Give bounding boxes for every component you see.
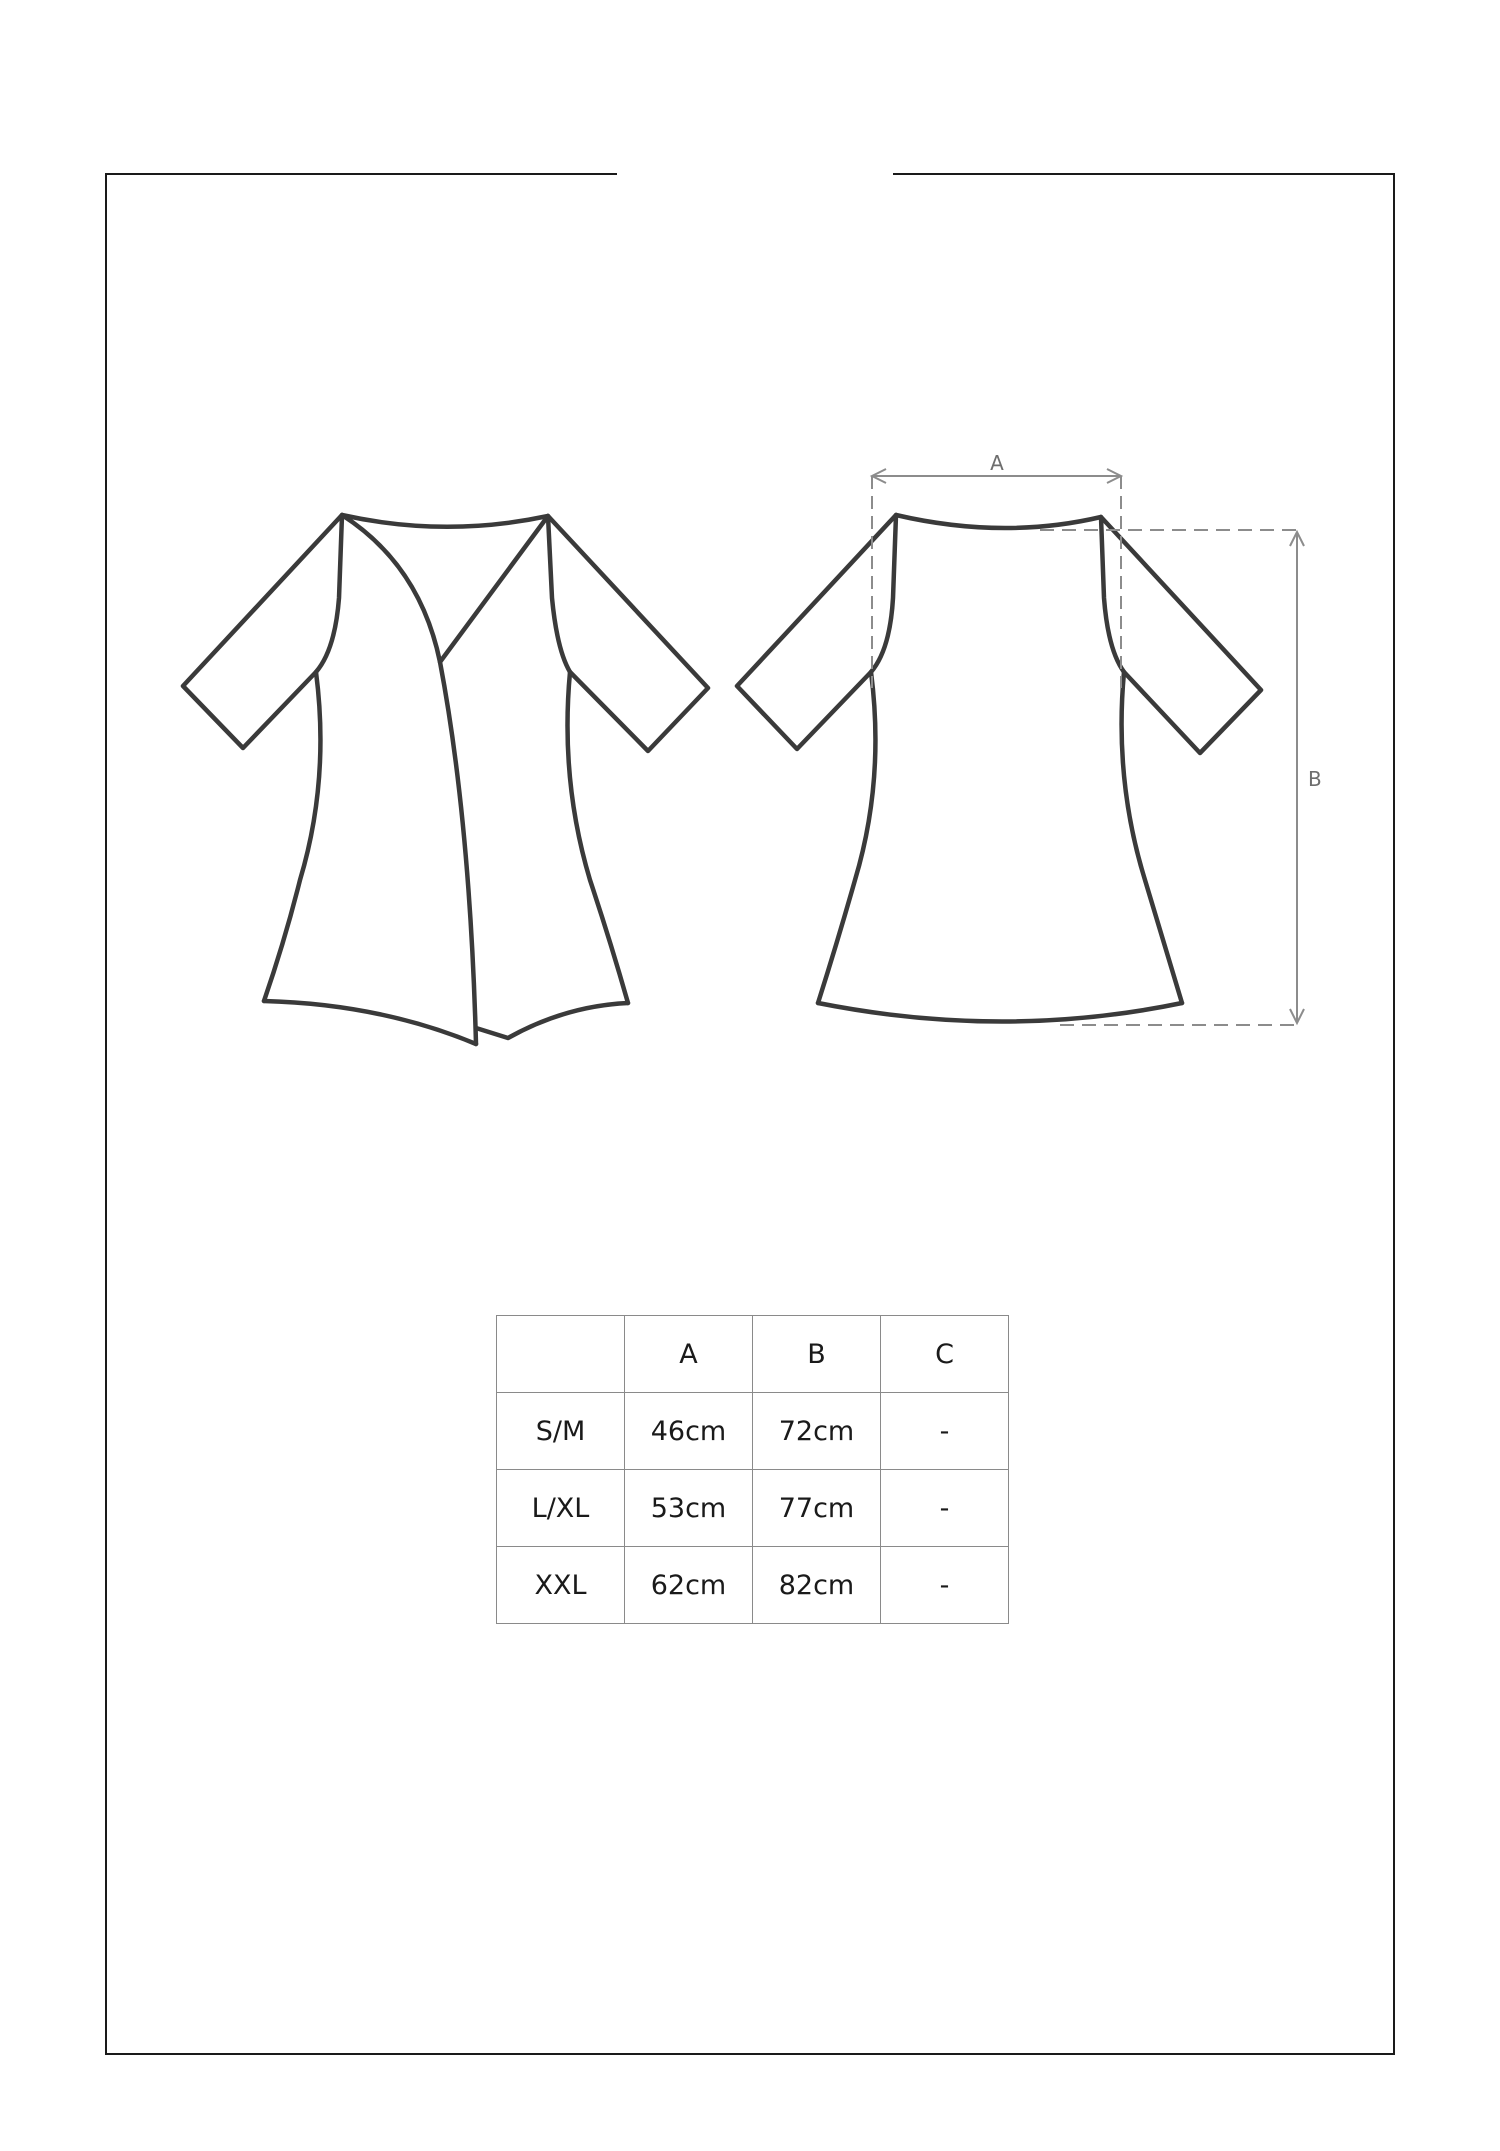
back-neckline: [896, 515, 1101, 528]
back-right-sleeve: [1101, 517, 1261, 753]
dimension-a-label: A: [990, 451, 1004, 475]
table-header-cell: C: [881, 1316, 1009, 1393]
front-left-hem: [264, 1001, 476, 1044]
table-header-cell: [497, 1316, 625, 1393]
table-header-row: [497, 1316, 1009, 1393]
table-cell: 72cm: [753, 1393, 881, 1470]
table-header-cell: A: [625, 1316, 753, 1393]
table-cell: 77cm: [753, 1470, 881, 1547]
back-hem: [818, 1003, 1182, 1022]
table-row: [497, 1470, 1009, 1547]
front-right-hem: [476, 1003, 628, 1038]
table-header-cell: B: [753, 1316, 881, 1393]
front-right-sleeve: [548, 516, 708, 751]
table-cell: 46cm: [625, 1393, 753, 1470]
table-cell: 62cm: [625, 1547, 753, 1624]
table-cell: -: [881, 1393, 1009, 1470]
dimension-b-label: B: [1308, 767, 1322, 791]
page-border: [106, 174, 1394, 2054]
table-cell: 53cm: [625, 1470, 753, 1547]
size-label-cell: L/XL: [497, 1470, 625, 1547]
table-cell: 82cm: [753, 1547, 881, 1624]
garment-back-view: [737, 515, 1261, 1022]
front-right-collar: [440, 516, 548, 662]
front-overlap-edge: [342, 515, 476, 1044]
table-row: [497, 1547, 1009, 1624]
garment-front-view: [183, 515, 708, 1044]
front-neckline: [342, 515, 548, 527]
dimension-a: [872, 451, 1121, 688]
table-cell: -: [881, 1547, 1009, 1624]
table-cell: -: [881, 1470, 1009, 1547]
size-label-cell: S/M: [497, 1393, 625, 1470]
back-left-side: [818, 672, 875, 1003]
size-label-cell: XXL: [497, 1547, 625, 1624]
back-left-sleeve: [737, 515, 896, 749]
front-left-side: [264, 672, 320, 1001]
size-table: [496, 1315, 1009, 1624]
table-row: [497, 1393, 1009, 1470]
